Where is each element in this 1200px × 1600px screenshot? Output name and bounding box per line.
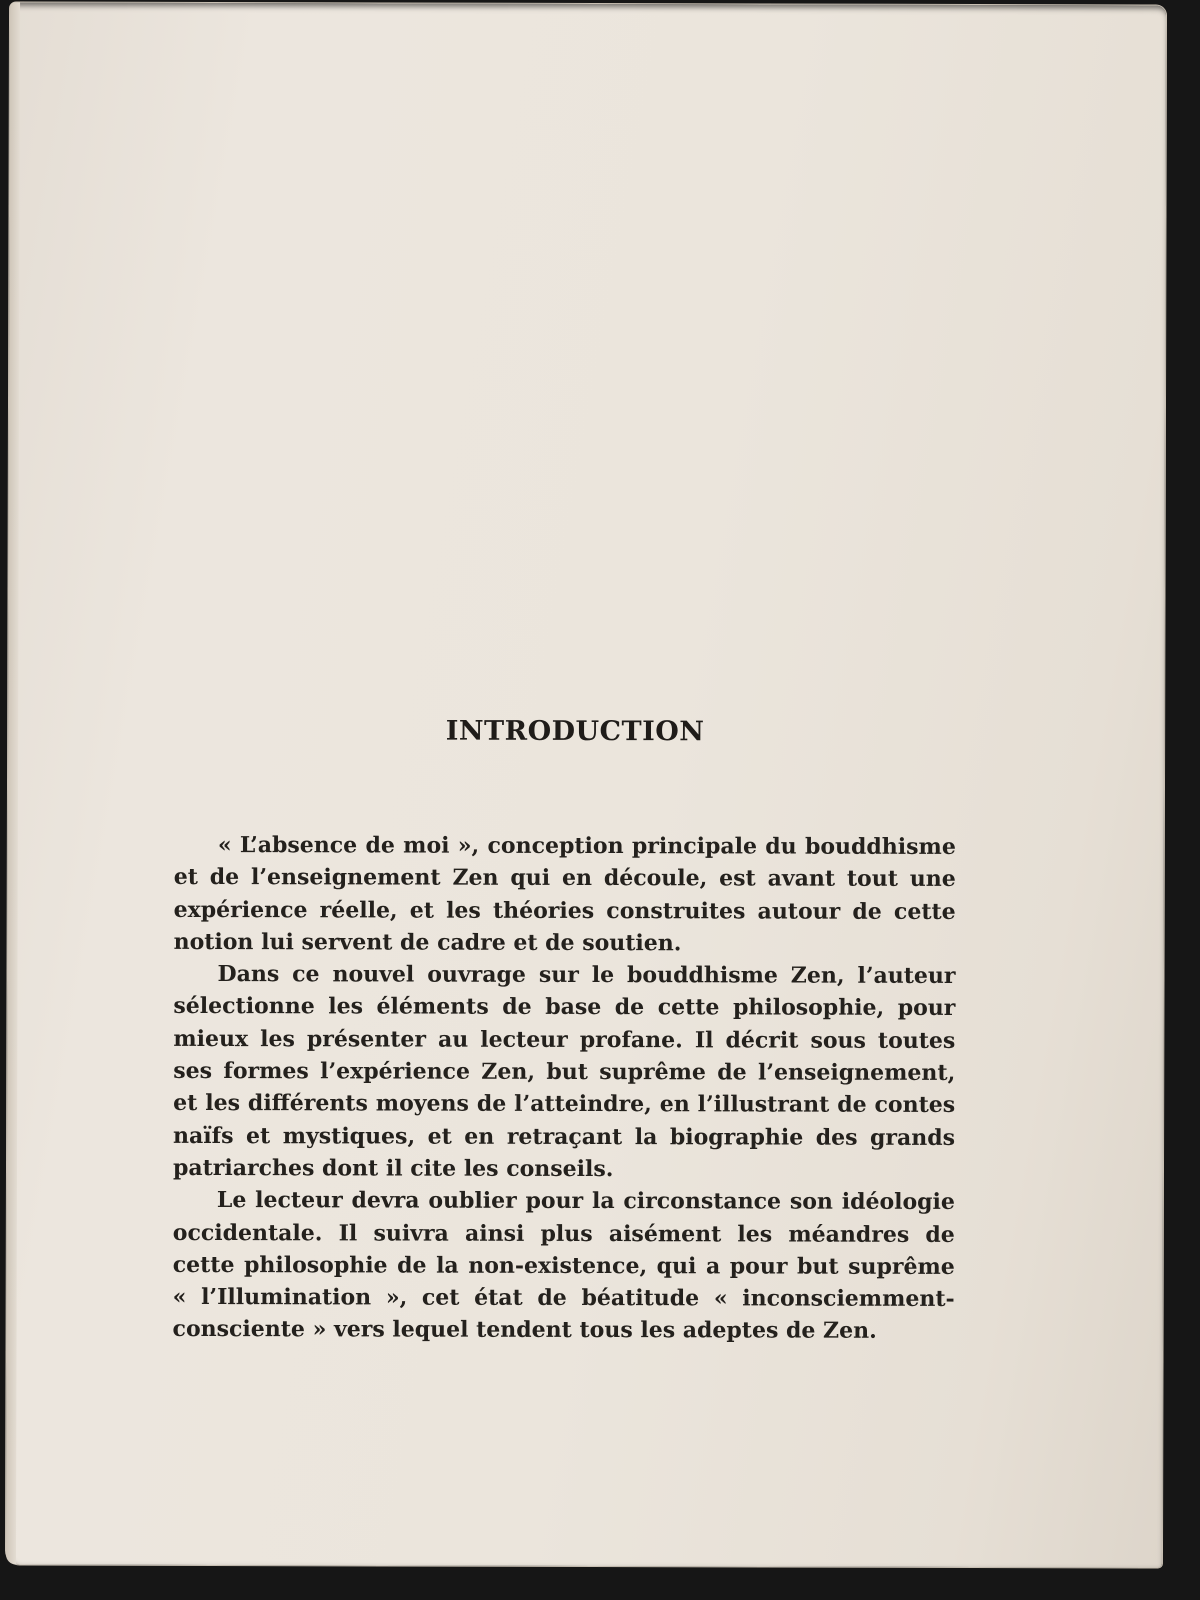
paragraph-1: « L’absence de moi », conception principale du bouddhisme et de l’enseignement Zen qui en découle, est avant tout une expérience réelle, et les théories construites autour de cette notion lui servent de cadre et de soutien. bbox=[173, 832, 956, 957]
page-edge bbox=[6, 2, 20, 1564]
paragraph-2: Dans ce nouvel ouvrage sur le bouddhisme Zen, l’auteur sélectionne les éléments de base de cette philosophie, pour mieux les présenter au lecteur profane. Il décrit sous toutes ses formes l’expérience Zen, but suprême de l’enseignement, et les différents moyens de l’atteindre, en l’illustrant de contes naïfs et mystiques, et en retraçant la biographie des grands patriarches dont il cite les conseils. bbox=[172, 961, 956, 1183]
paragraph-3: Le lecteur devra oublier pour la circonstance son idéologie occidentale. Il suivra ainsi plus aisément les méandres de cette philosophie de la non-existence, qui a pour but suprême « l’Illumination », cet état de béatitude « inconsciemment-consciente » vers lequel tendent tous les adeptes de Zen. bbox=[172, 1187, 955, 1345]
body-text bbox=[173, 829, 956, 1348]
book-page bbox=[6, 2, 1166, 1567]
chapter-heading: INTRODUCTION bbox=[445, 715, 705, 748]
